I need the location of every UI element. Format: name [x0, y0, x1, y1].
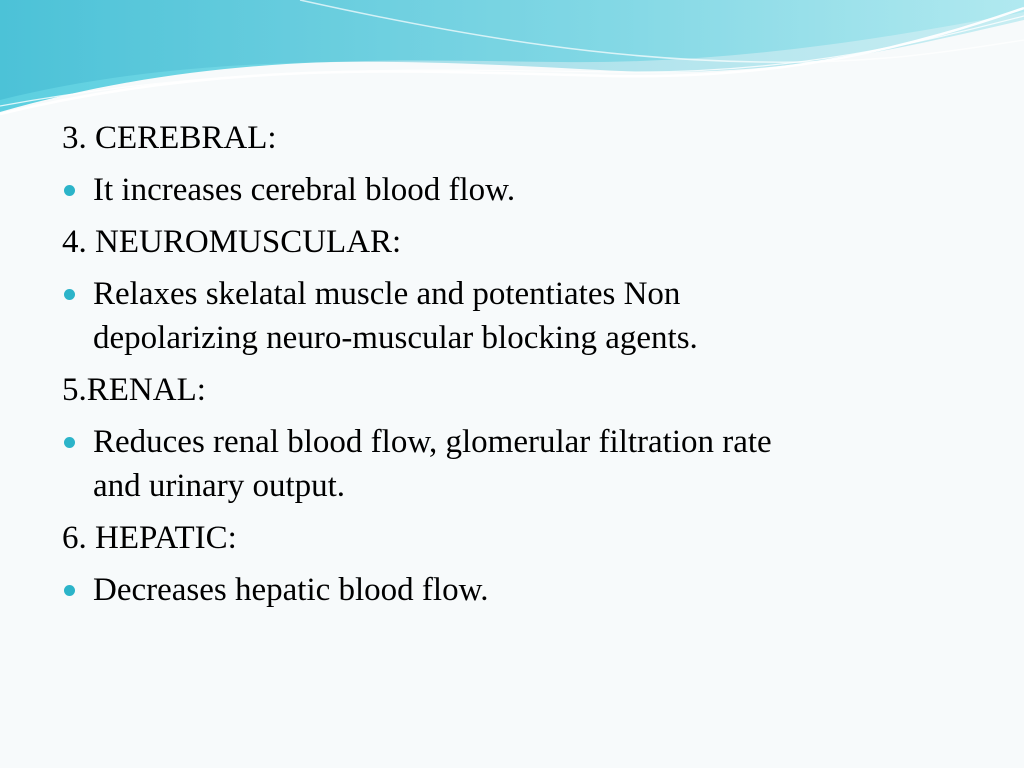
bullet-dot-icon — [64, 185, 75, 196]
slide-content — [62, 116, 962, 620]
bullet-item-hepatic — [62, 568, 962, 612]
bullet-text-line1: Reduces renal blood flow, glomerular filtration rate — [93, 424, 772, 460]
section-heading-hepatic: 6. HEPATIC: — [62, 520, 237, 556]
bullet-item-renal — [62, 420, 962, 508]
header-wave-decoration — [0, 0, 1024, 130]
bullet-text-line2: and urinary output. — [93, 468, 346, 504]
section-heading-cerebral: 3. CEREBRAL: — [62, 120, 277, 156]
bullet-item-neuromuscular — [62, 272, 962, 360]
bullet-dot-icon — [64, 585, 75, 596]
section-heading-renal: 5.RENAL: — [62, 372, 206, 408]
bullet-dot-icon — [64, 289, 75, 300]
bullet-item-cerebral — [62, 168, 962, 212]
bullet-text-line1: Relaxes skelatal muscle and potentiates Non — [93, 276, 681, 312]
bullet-dot-icon — [64, 437, 75, 448]
section-heading-neuromuscular: 4. NEUROMUSCULAR: — [62, 224, 402, 260]
bullet-text: Decreases hepatic blood flow. — [93, 572, 489, 608]
bullet-text: It increases cerebral blood flow. — [93, 172, 516, 208]
bullet-text-line2: depolarizing neuro-muscular blocking agents. — [93, 320, 698, 356]
